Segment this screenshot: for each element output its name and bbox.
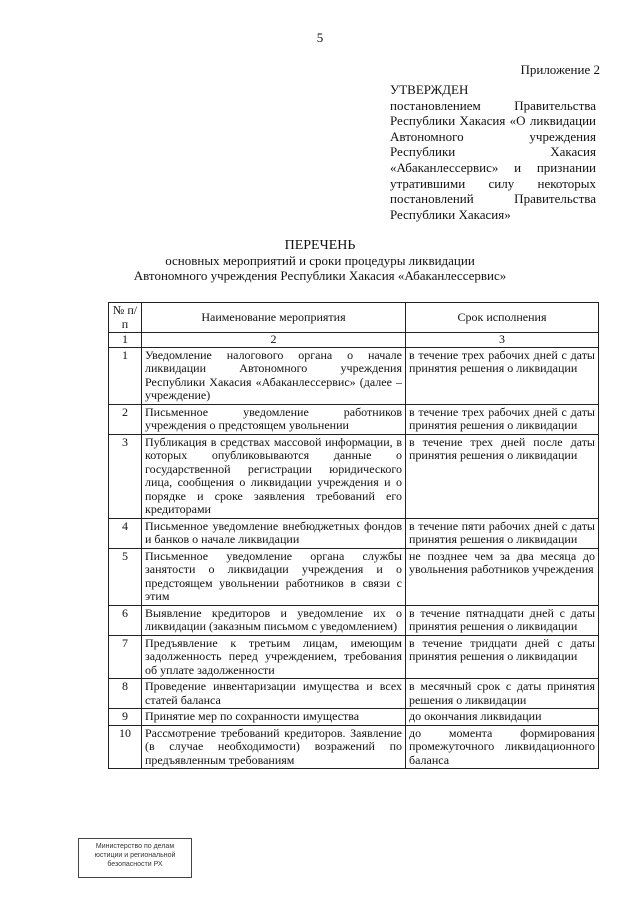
- appendix-label: Приложение 2: [520, 62, 600, 77]
- row-action: Уведомление налогового органа о начале ликвидации Автономного учреждения Республики Хакасия «Абаканлессервис» (далее – учреждение): [142, 347, 406, 404]
- row-number: 2: [109, 404, 142, 434]
- row-number: 5: [109, 548, 142, 605]
- row-number: 1: [109, 347, 142, 404]
- row-number: 7: [109, 635, 142, 679]
- index-cell: 3: [406, 333, 599, 348]
- row-term: в месячный срок с даты принятия решения о ликвидации: [406, 679, 599, 709]
- row-term: в течение трех рабочих дней с даты принятия решения о ликвидации: [406, 347, 599, 404]
- row-action: Принятие мер по сохранности имущества: [142, 709, 406, 726]
- registration-stamp: [78, 838, 192, 878]
- row-term: в течение тридцати дней с даты принятия решения о ликвидации: [406, 635, 599, 679]
- title-line-1: ПЕРЕЧЕНЬ: [284, 238, 356, 253]
- table-row: [109, 404, 599, 434]
- row-term: в течение трех рабочих дней с даты принятия решения о ликвидации: [406, 404, 599, 434]
- stamp-line: Министерство по делам: [95, 843, 175, 850]
- row-number: 9: [109, 709, 142, 726]
- table-row: [109, 635, 599, 679]
- row-number: 3: [109, 434, 142, 518]
- row-action: Письменное уведомление органа службы занятости о ликвидации учреждения и о предстоящем увольнении работников в связи с этим: [142, 548, 406, 605]
- table-index-row: [109, 333, 599, 348]
- table-row: [109, 709, 599, 726]
- row-term: не позднее чем за два месяца до увольнения работников учреждения: [406, 548, 599, 605]
- approval-block: [390, 82, 596, 222]
- table-row: [109, 434, 599, 518]
- table-row: [109, 518, 599, 548]
- row-action: Публикация в средствах массовой информации, в которых опубликовываются данные о государственной регистрации юридического лица, сообщения о ликвидации учреждения и о порядке и сроке заявления требований его кредиторами: [142, 434, 406, 518]
- row-number: 6: [109, 605, 142, 635]
- table-row: [109, 347, 599, 404]
- index-cell: 1: [109, 333, 142, 348]
- row-action: Рассмотрение требований кредиторов. Заявление (в случае необходимости) возражений по предъявленным требованиям: [142, 725, 406, 769]
- approval-text: постановлением Правительства Республики Хакасия «О ликвидации Автономного учреждения Республики Хакасия «Абаканлессервис» и признании утратившими силу некоторых постановлений Правительства Республики Хакасия»: [390, 97, 596, 222]
- table-row: [109, 679, 599, 709]
- row-action: Проведение инвентаризации имущества и всех статей баланса: [142, 679, 406, 709]
- row-action: Письменное уведомление внебюджетных фондов и банков о начале ликвидации: [142, 518, 406, 548]
- approval-heading: УТВЕРЖДЕН: [390, 82, 469, 97]
- page-number: 5: [316, 30, 324, 45]
- table-row: [109, 548, 599, 605]
- header-action: Наименование мероприятия: [142, 303, 406, 333]
- table-row: [109, 725, 599, 769]
- table-row: [109, 605, 599, 635]
- title-line-3: Автономного учреждения Республики Хакасия «Абаканлессервис»: [133, 268, 507, 283]
- header-number: № п/п: [109, 303, 142, 333]
- row-number: 8: [109, 679, 142, 709]
- title-line-2: основных мероприятий и сроки процедуры ликвидации: [165, 253, 475, 268]
- index-cell: 2: [142, 333, 406, 348]
- stamp-line: юстиции и региональной: [94, 852, 176, 859]
- row-term: до момента формирования промежуточного ликвидационного баланса: [406, 725, 599, 769]
- row-term: в течение пяти рабочих дней с даты принятия решения о ликвидации: [406, 518, 599, 548]
- row-number: 4: [109, 518, 142, 548]
- measures-table: [108, 302, 599, 769]
- row-term: в течение пятнадцати дней с даты принятия решения о ликвидации: [406, 605, 599, 635]
- header-term: Срок исполнения: [406, 303, 599, 333]
- row-term: до окончания ликвидации: [406, 709, 599, 726]
- row-number: 10: [109, 725, 142, 769]
- row-action: Письменное уведомление работников учреждения о предстоящем увольнении: [142, 404, 406, 434]
- document-title: [0, 238, 640, 283]
- row-action: Предъявление к третьим лицам, имеющим задолженность перед учреждением, требования об уплате задолженности: [142, 635, 406, 679]
- row-term: в течение трех дней после даты принятия решения о ликвидации: [406, 434, 599, 518]
- row-action: Выявление кредиторов и уведомление их о ликвидации (заказным письмом с уведомлением): [142, 605, 406, 635]
- table-header-row: [109, 303, 599, 333]
- stamp-line: безопасности РХ: [107, 861, 163, 868]
